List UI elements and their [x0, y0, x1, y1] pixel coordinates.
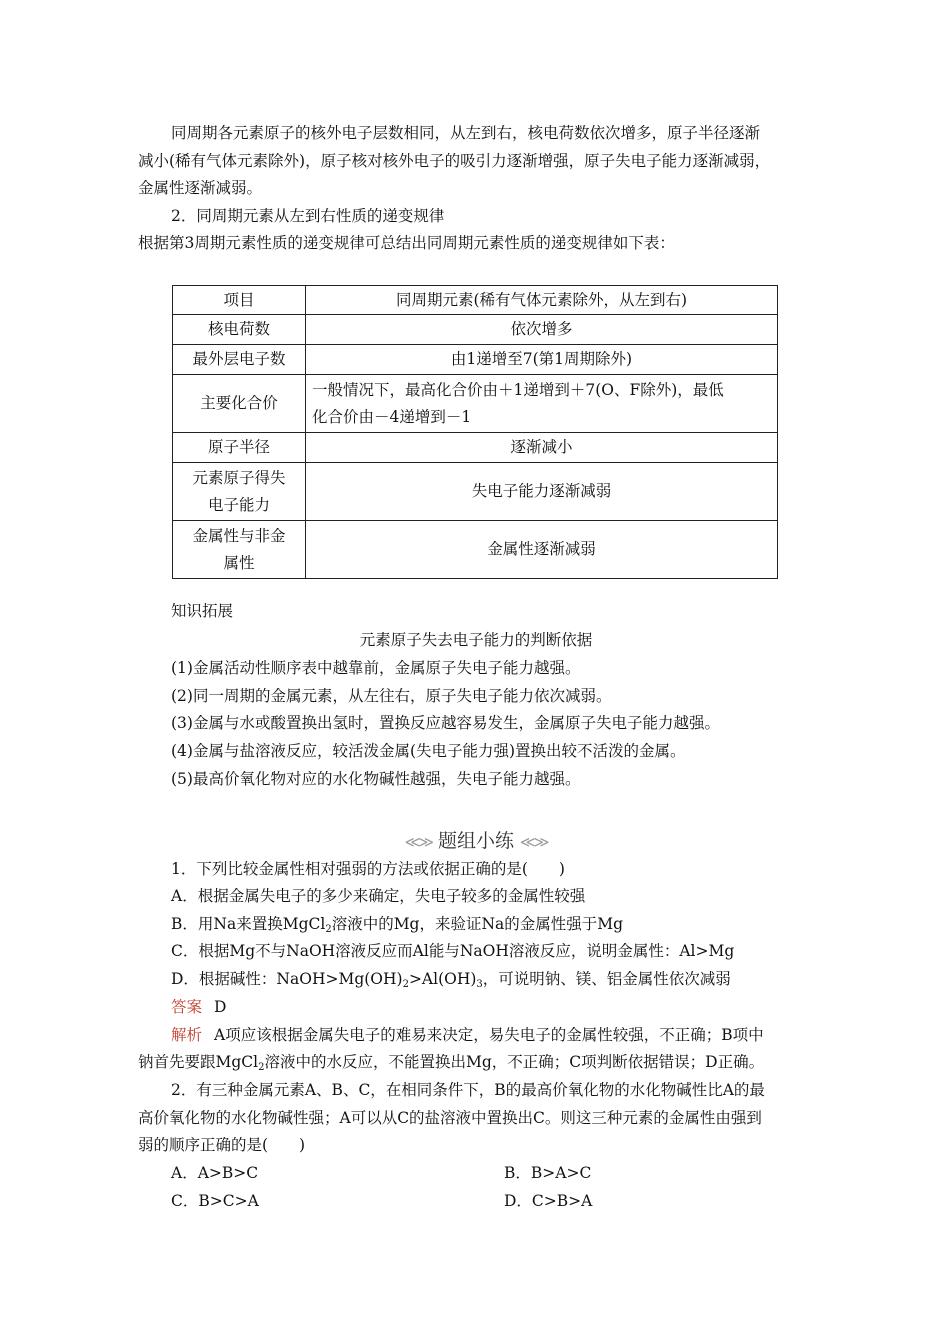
banner-title: 题组小练	[437, 830, 514, 852]
analysis-text-2-rest: 溶液中的水反应，不能置换出Mg，不正确；C项判断依据错误；D正确。	[264, 1053, 765, 1071]
exercise-banner	[138, 826, 814, 853]
analysis-text-1: A项应该根据金属失电子的难易来决定，易失电子的金属性较强，不正确；B项中	[214, 1026, 764, 1044]
q1-d-subscript-1: 2	[402, 979, 409, 990]
q1-analysis-line-1	[171, 1025, 764, 1045]
q1-d-subscript-2: 3	[476, 979, 483, 990]
row-label-outer-electrons: 最外层电子数	[173, 345, 306, 375]
row-value-atomic-radius: 逐渐减小	[306, 433, 778, 463]
q1-analysis-line-2	[138, 1052, 764, 1072]
electron-ability-label-line-2: 电子能力	[207, 495, 270, 514]
q1-stem: 1．下列比较金属性相对强弱的方法或依据正确的是( )	[171, 860, 565, 878]
table-row	[173, 463, 778, 521]
intro-paragraph-line-2: 减小(稀有气体元素除外)，原子核对核外电子的吸引力逐渐增强，原子失电子能力逐渐减弱，	[138, 152, 771, 170]
extension-item-4: (4)金属与盐溶液反应，较活泼金属(失电子能力强)置换出较不活泼的金属。	[171, 742, 686, 760]
q1-answer	[171, 997, 226, 1017]
q2-option-a: A．A>B>C	[171, 1164, 259, 1182]
table-row	[173, 375, 778, 433]
row-value-nuclear-charge: 依次增多	[306, 315, 778, 345]
q1-b-text-rest: 溶液中的Mg，来验证Na的金属性强于Mg	[331, 915, 624, 933]
analysis-subscript: 2	[258, 1062, 265, 1073]
table-header-item: 项目	[173, 286, 306, 315]
q2-stem-line-2: 高价氧化物的水化物碱性强；A可以从C的盐溶液中置换出C。则这三种元素的金属性由强到	[138, 1109, 762, 1127]
analysis-label: 解析	[171, 1026, 203, 1044]
row-value-electron-ability: 失电子能力逐渐减弱	[306, 463, 778, 521]
table-lead-text: 根据第3周期元素性质的递变规律可总结出同周期元素性质的递变规律如下表：	[138, 234, 675, 252]
extension-item-2: (2)同一周期的金属元素，从左往右，原子失电子能力依次减弱。	[171, 687, 612, 705]
section-heading-2: 2．同周期元素从左到右性质的递变规律	[171, 207, 445, 225]
row-label-electron-ability	[173, 463, 306, 521]
q1-d-text-mid: >Al(OH)	[408, 970, 477, 988]
q2-stem-line-3: 弱的顺序正确的是( )	[138, 1136, 306, 1154]
metallicity-label-line-1: 金属性与非金	[192, 526, 286, 545]
row-value-valence	[306, 375, 778, 433]
table-header-period: 同周期元素(稀有气体元素除外，从左到右)	[306, 286, 778, 315]
q2-stem-line-1: 2．有三种金属元素A、B、C，在相同条件下，B的最高价氧化物的水化物碱性比A的最	[171, 1081, 765, 1099]
row-label-valence: 主要化合价	[173, 375, 306, 433]
banner-left-ornament-icon: ≪≫	[404, 833, 432, 851]
metallicity-label-line-2: 属性	[223, 553, 255, 572]
row-label-metallicity	[173, 521, 306, 579]
answer-value: D	[214, 998, 227, 1016]
q1-option-a: A．根据金属失电子的多少来确定，失电子较多的金属性较强	[171, 887, 586, 905]
q1-option-c: C．根据Mg不与NaOH溶液反应而Al能与NaOH溶液反应，说明金属性：Al>Mg	[171, 942, 735, 960]
extension-item-3: (3)金属与水或酸置换出氢时，置换反应越容易发生，金属原子失电子能力越强。	[171, 714, 720, 732]
valence-line-2: 化合价由－4递增到－1	[312, 407, 472, 426]
electron-ability-label-line-1: 元素原子得失	[192, 468, 286, 487]
q1-option-d	[171, 969, 731, 989]
table-row	[173, 345, 778, 375]
q1-d-text: D．根据碱性：NaOH>Mg(OH)	[171, 970, 403, 988]
extension-tag: 知识拓展	[171, 602, 234, 620]
table-row	[173, 315, 778, 345]
extension-item-1: (1)金属活动性顺序表中越靠前，金属原子失电子能力越强。	[171, 659, 581, 677]
q2-option-c: C．B>C>A	[171, 1192, 259, 1210]
answer-label: 答案	[171, 998, 203, 1016]
q1-option-b	[171, 914, 623, 934]
periodic-properties-table	[172, 285, 778, 579]
row-label-atomic-radius: 原子半径	[173, 433, 306, 463]
table-header-row	[173, 286, 778, 315]
table-row	[173, 433, 778, 463]
q2-option-d: D．C>B>A	[504, 1192, 593, 1210]
q1-d-text-rest: ，可说明钠、镁、铝金属性依次减弱	[482, 970, 731, 988]
q1-b-text: B．用Na来置换MgCl	[171, 915, 326, 933]
extension-item-5: (5)最高价氧化物对应的水化物碱性越强，失电子能力越强。	[171, 770, 581, 788]
q2-option-b: B．B>A>C	[504, 1164, 592, 1182]
banner-right-ornament-icon: ≪≫	[520, 833, 548, 851]
analysis-text-2: 钠首先要跟MgCl	[138, 1053, 259, 1071]
row-value-metallicity: 金属性逐渐减弱	[306, 521, 778, 579]
extension-title: 元素原子失去电子能力的判断依据	[359, 631, 593, 649]
intro-paragraph-line-3: 金属性逐渐减弱。	[138, 179, 263, 197]
intro-paragraph-line-1: 同周期各元素原子的核外电子层数相同，从左到右，核电荷数依次增多，原子半径逐渐	[171, 124, 761, 142]
valence-line-1: 一般情况下，最高化合价由＋1递增到＋7(O、F除外)，最低	[312, 380, 724, 399]
q1-b-subscript: 2	[325, 924, 332, 935]
row-label-nuclear-charge: 核电荷数	[173, 315, 306, 345]
row-value-outer-electrons: 由1递增至7(第1周期除外)	[306, 345, 778, 375]
table-row	[173, 521, 778, 579]
